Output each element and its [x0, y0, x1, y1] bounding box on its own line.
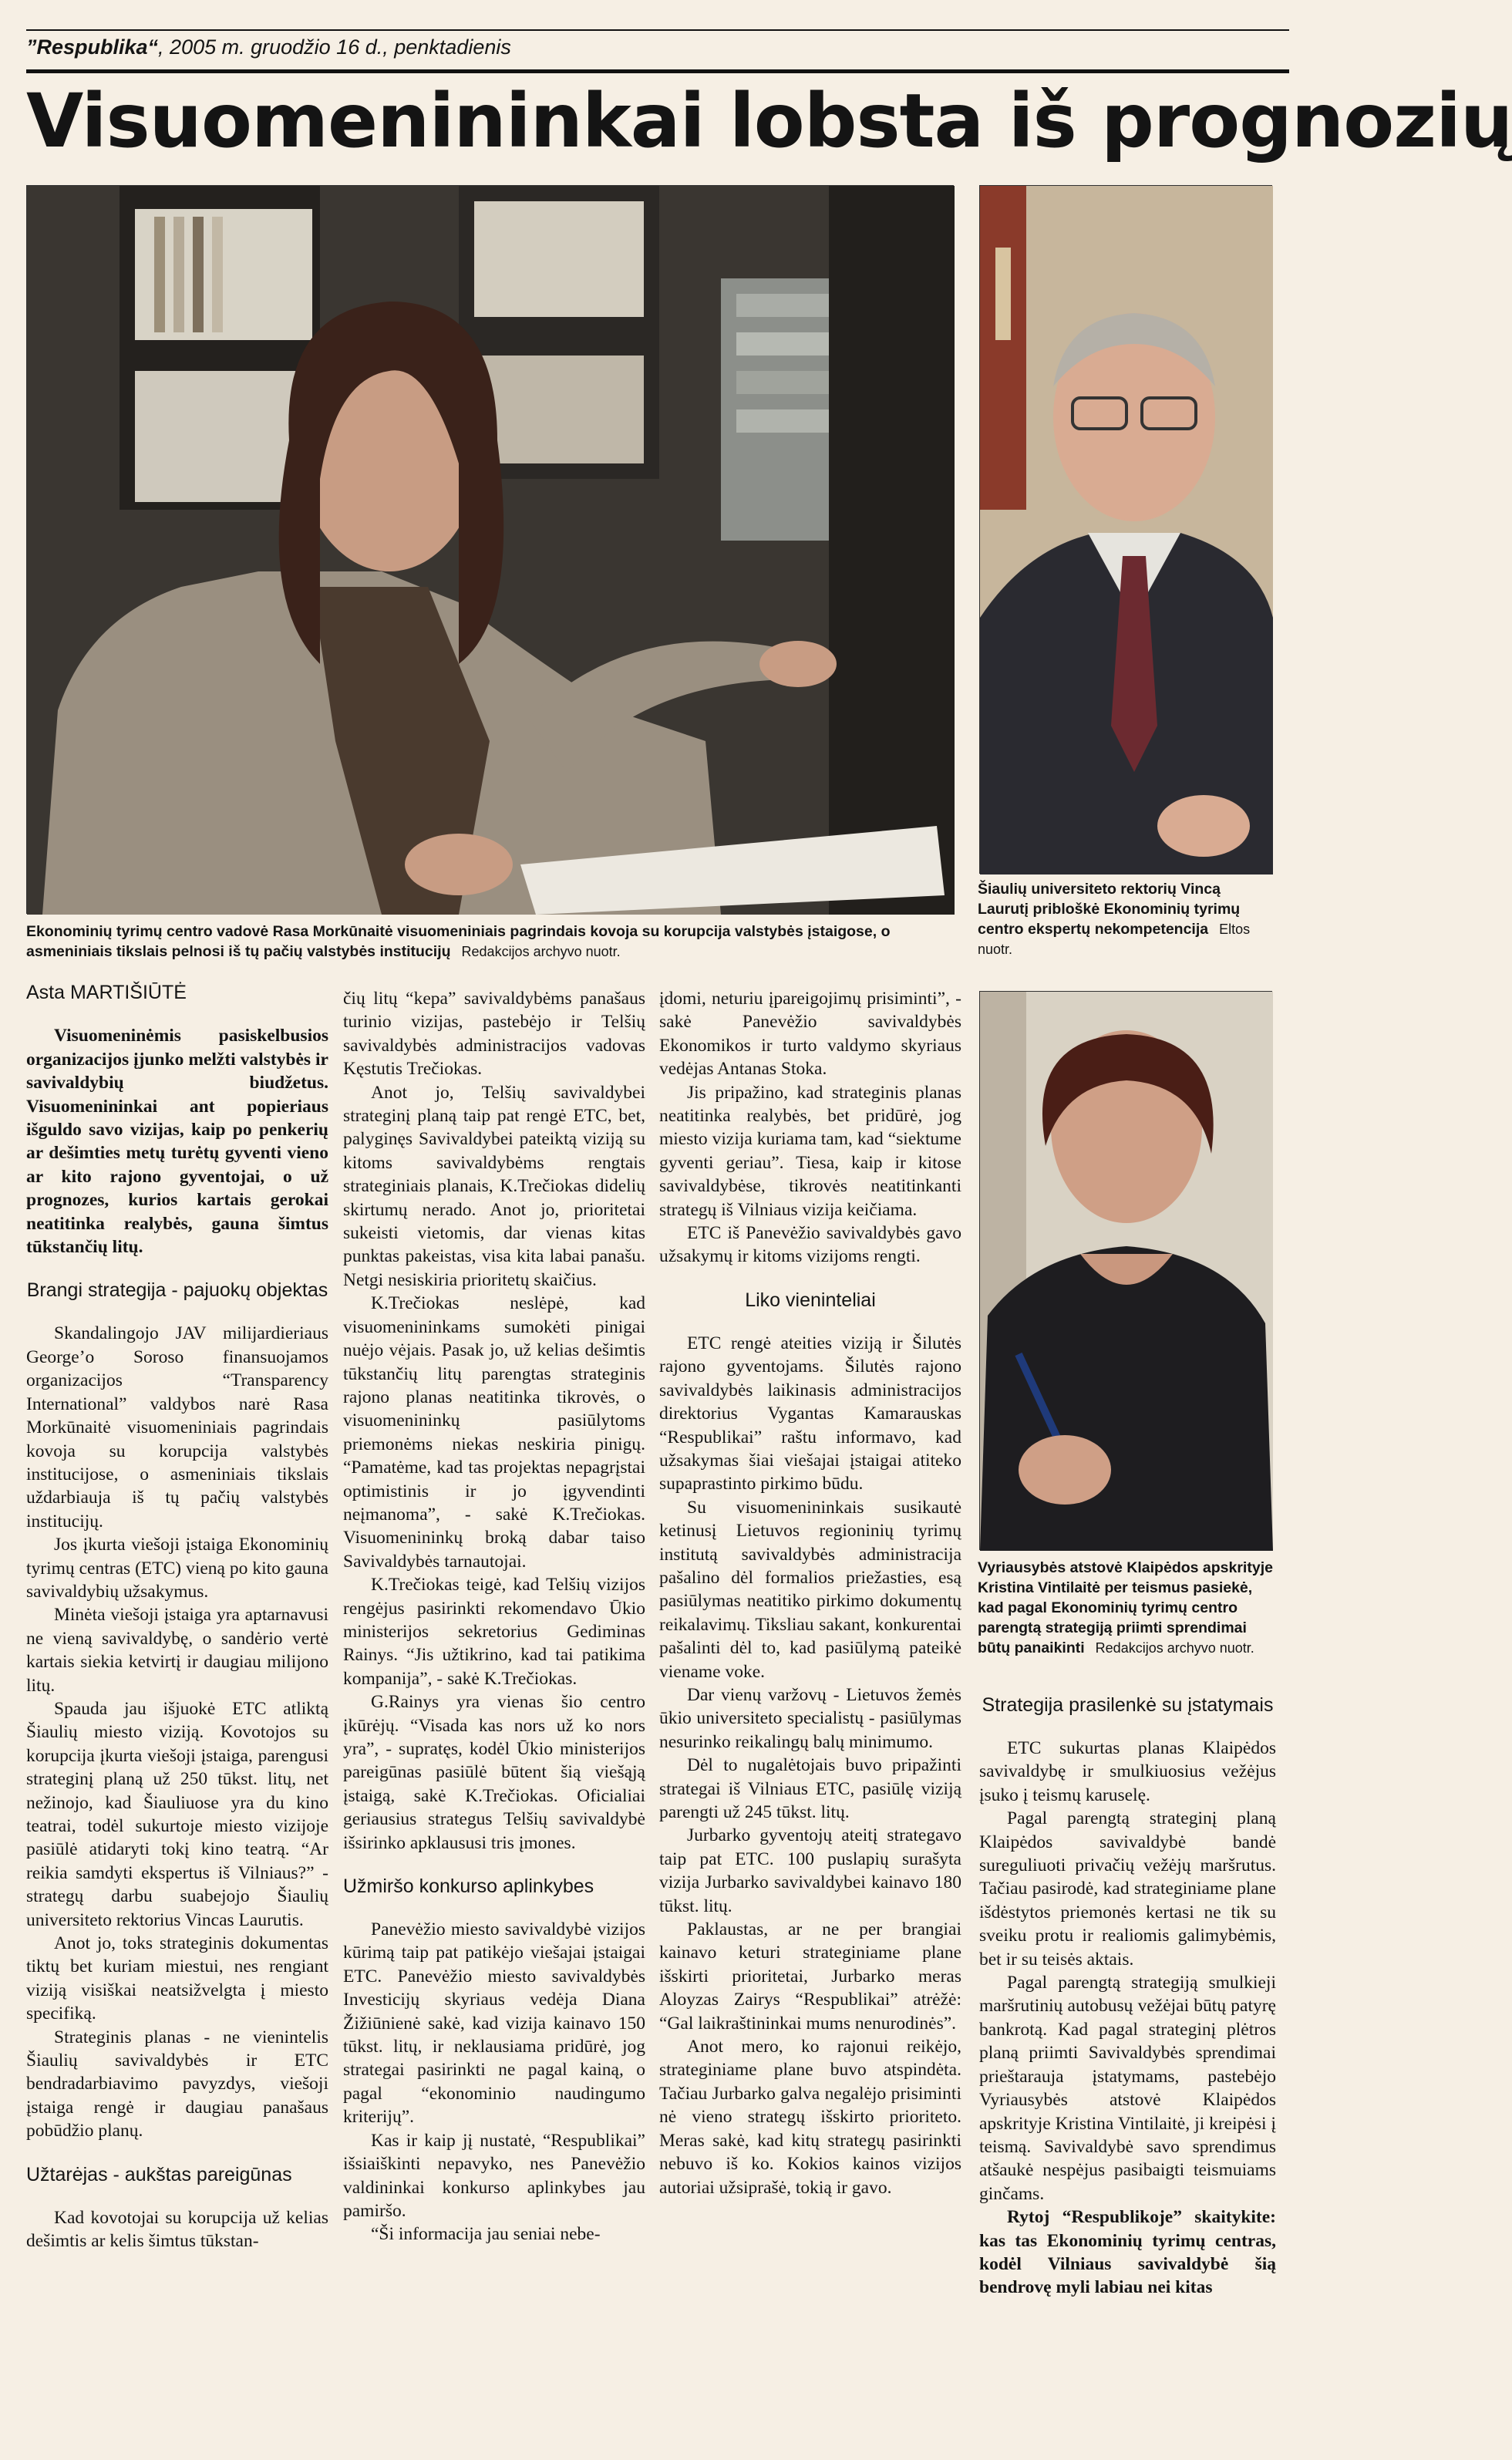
article-column-2: [343, 987, 645, 2452]
body-paragraph: Kas ir kaip jį nustatė, “Respublikai” išsiaiškinti nepavyko, nes Panevėžio valdininkai konkurso aplinkybes jau pamiršo.: [343, 2130, 645, 2221]
body-paragraph: Anot jo, Telšių savivaldybei strateginį planą taip pat rengė ETC, bet, palyginęs Savivaldybei pateiktą viziją su kitoms savivaldybėms rengtais strateginiais planais, K.Trečiokas didelių skirtumų nerado. Anot jo, prioritetai sukeisti vietomis, dar vienas kitas punktas pakeistas, visa kita labai panašu. Netgi nesiskiria prioritetų skaičius.: [343, 1082, 645, 1290]
main-photo-caption: [26, 922, 959, 962]
body-paragraph: K.Trečiokas teigė, kad Telšių vizijos rengėjus pasirinkti rekomendavo Ūkio ministerijos sekretorius Gediminas Rainys. “Jis užtikrino, kad tai patikima kompanija”, - sakė K.Trečiokas.: [343, 1575, 645, 1689]
right-top-caption: [978, 879, 1275, 959]
body-paragraph: Panevėžio miesto savivaldybė vizijos kūrimą taip pat patikėjo viešajai įstaigai ETC. Panevėžio miesto savivaldybės Investicijų skyriaus vedėja Diana Žižiūnienė sakė, kad vizija kainavo 150 tūkst. litų, ir neklausiama pridūrė, jog strategai pasirinkti ne pagal kainą, o pagal “ekonominio naudingumo kriterijų”.: [343, 1919, 645, 2128]
body-paragraph: Spauda jau išjuokė ETC atliktą Šiaulių miesto viziją. Kovotojos su korupcija įkurta viešoji įstaiga, parengusi strateginį planą už 250 tūkst. litų, net nežinojo, kad Šiauliuose yra du kino teatrai, todėl sukurtoje miesto vizijoje pasiūlė atidaryti tokį kino teatrą. “Ar reikia samdyti ekspertus iš Vilniaus?” - strategų darbu suabejojo Šiaulių universiteto rektorius Vincas Laurutis.: [26, 1698, 328, 1930]
right-top-caption-text: Šiaulių universiteto rektorių Vincą Laurutį pribloškė Ekonominių tyrimų centro ekspertų nekompetencija: [978, 881, 1241, 938]
article-column-4: [979, 1673, 1276, 2452]
woman-portrait-image: [27, 186, 955, 915]
body-paragraph: Su visuomenininkais susikautė ketinusį Lietuvos regioninių tyrimų institutą savivaldybės administracija pašalino dėl formalios priežasties, esą pasiūlymas neatitiko pirkimo dokumentų reikalavimų. Tiksliau sakant, konkurentai pašalinti dėl to, kad pasiūlymą pateikė viename voke.: [659, 1497, 961, 1682]
headline: Visuomenininkai lobsta iš prognozių: [26, 78, 1512, 164]
column-3-body: [659, 987, 961, 2199]
column-2-body: [343, 987, 645, 2246]
body-paragraph: Paklaustas, ar ne per brangiai kainavo keturi strateginiame plane išskirti prioritetai, Jurbarko meras Aloyzas Zairys “Respublikai” atrėžė: “Gal laikraštininkai mums nenurodinės”.: [659, 1919, 961, 2034]
masthead-bottom-rule: [26, 69, 1289, 73]
body-paragraph: Dėl to nugalėtojais buvo pripažinti strategai iš Vilniaus ETC, pasiūlę viziją parengti už 245 tūkst. litų.: [659, 1755, 961, 1822]
subheading: Brangi strategija - pajuokų objektas: [26, 1279, 328, 1302]
body-paragraph: Pagal parengtą strategiją smulkieji maršrutinių autobusų vežėjai būtų patyrę bankrotą. Kad pagal strateginį plėtros planą priimti Savivaldybės sprendimai prieštarauja įstatymams, pastebėjo Vyriausybės atstovė Klaipėdos apskrityje Kristina Vintilaitė, ji kreipėsi į teismą. Savivaldybė savo sprendimus atšaukė nespėjus pasibaigti teismuiams ginčams.: [979, 1973, 1276, 2204]
body-paragraph: įdomi, neturiu įpareigojimų prisiminti”, - sakė Panevėžio savivaldybės Ekonomikos ir turto valdymo skyriaus vedėjas Antanas Stoka.: [659, 989, 961, 1080]
body-paragraph: Dar vienų varžovų - Lietuvos žemės ūkio universiteto specialistų - pasiūlymas nesurinko reikalingų balų minimumo.: [659, 1684, 961, 1752]
subheading: Strategija prasilenkė su įstatymais: [982, 1694, 1274, 1716]
teaser-paragraph: Rytoj “Respublikoje” skaitykite: kas tas Ekonominių tyrimų centras, kodėl Vilniaus savivaldybė šią bendrovę myli labiau nei kitas: [979, 2207, 1276, 2298]
article-column-3: [659, 987, 961, 2452]
right-mid-caption-text: Vyriausybės atstovė Klaipėdos apskrityje Kristina Vintilaitė per teismus pasiekė, kad pagal Ekonominių tyrimų centro parengtą strategiją priimti sprendimai būtų panaikinti: [978, 1559, 1273, 1656]
paper-name: ”Respublika“: [26, 35, 159, 59]
body-paragraph: Jos įkurta viešoji įstaiga Ekonominių tyrimų centras (ETC) vieną po kito gauna savivaldybių užsakymus.: [26, 1535, 328, 1602]
subheading: Užtarėjas - aukštas pareigūnas: [26, 2163, 292, 2185]
article-lead: Visuomeninėmis pasiskelbusios organizacijos įjunko melžti valstybės ir savivaldybių biudžetus. Visuomenininkai ant popieriaus išguldo savo vizijas, kaip po penkerių ar dešimties metų turėtų gyventi vieno ar kito rajono gyventojai, o už prognozes, kurios kartais gerokai neatitinka realybės, gauna šimtus tūkstančių litų.: [26, 1026, 328, 1258]
main-photo: [26, 185, 954, 914]
body-paragraph: Skandalingojo JAV milijardieriaus George’o Soroso finansuojamos organizacijos “Transparency International” valdybos narė Rasa Morkūnaitė visuomeniniais pagrindais kovoja su korupcija valstybės institucijose, o asmeniniais tikslais uždarbiauja iš tų pačių valstybės institucijų.: [26, 1323, 328, 1532]
body-paragraph: Kad kovotojai su korupcija už kelias dešimtis ar kelis šimtus tūkstan-: [26, 2207, 328, 2252]
body-paragraph: čių litų “kepa” savivaldybėms panašaus turinio vizijas, pastebėjo ir Telšių savivaldybės administracijos vadovas Kęstutis Trečiokas.: [343, 989, 645, 1080]
body-paragraph: Anot jo, toks strateginis dokumentas tiktų bet kuriam miestui, nes rengiant viziją visiškai neatsižvelgta į miesto specifiką.: [26, 1933, 328, 2024]
body-paragraph: Minėta viešoji įstaiga yra aptarnavusi ne vieną savivaldybę, o sandėrio vertė kartais siekia ketvirtį ir daugiau milijono litų.: [26, 1605, 328, 1696]
body-paragraph: Anot mero, ko rajonui reikėjo, strateginiame plane buvo atspindėta. Tačiau Jurbarko galva negalėjo prisiminti nė vieno strategų išskirto prioriteto. Meras sakė, kad kitų strategų pasirinkti nebuvo iš ko. Kokios kainos vizijos autoriai užsiprašė, tokią ir gavo.: [659, 2037, 961, 2198]
man-portrait-image: [980, 186, 1273, 874]
woman-speaker-portrait-image: [980, 992, 1273, 1551]
right-mid-photo: [979, 991, 1272, 1550]
subheading: Užmiršo konkurso aplinkybes: [343, 1875, 594, 1898]
body-paragraph: ETC iš Panevėžio savivaldybės gavo užsakymų ir kitoms vizijoms rengti.: [659, 1223, 961, 1267]
body-paragraph: K.Trečiokas neslėpė, kad visuomenininkams sumokėti pinigai nuėjo vėjais. Pasak jo, už kelias dešimtis tūkstančių litų parengtas strateginis rajono planas neatitinka tikrovės, o visuomenininkų pasiūlytoms priemonėms niekas neskiria pinigų. “Pamatėme, kad tas projektas nepagrįstai optimistinis ir jo įgyvendinti neįmanoma”, - sakė K.Trečiokas. Visuomenininkų broką dabar taiso Savivaldybės tarnautojai.: [343, 1293, 645, 1572]
right-top-photo: [979, 185, 1272, 874]
body-paragraph: “Ši informacija jau seniai nebe-: [371, 2224, 601, 2245]
main-photo-caption-text: Ekonominių tyrimų centro vadovė Rasa Morkūnaitė visuomeniniais pagrindais kovoja su korupcija valstybės įstaigose, o asmeniniais tikslais pelnosi iš tų pačių valstybės institucijų: [26, 923, 891, 960]
main-photo-credit: Redakcijos archyvo nuotr.: [461, 944, 621, 959]
body-paragraph: Jis pripažino, kad strateginis planas neatitinka realybės, bet pridūrė, jog miesto vizija kuriama tam, kad “siektume gyventi geriau”. Tiesa, kaip ir kitose savivaldybėse, tikrovės neatitinkanti strategų iš Vilniaus vizija keičiama.: [659, 1082, 961, 1220]
masthead-top-rule: [26, 29, 1289, 31]
body-paragraph: Strateginis planas - ne vienintelis Šiaulių savivaldybės ir ETC bendradarbiavimo pavyzdys, viešoji įstaiga rengė ir daugiau panašaus pobūdžio planų.: [26, 2027, 328, 2142]
body-paragraph: ETC rengė ateities viziją ir Šilutės rajono gyventojams. Šilutės rajono savivaldybės laikinasis administracijos direktorius Vygantas Kamarauskas “Respublikai” raštu informavo, kad užsakymas šiai viešajai įstaigai atiteko supaprastinto pirkimo būdu.: [659, 1333, 961, 1495]
masthead: [26, 35, 511, 59]
body-paragraph: Jurbarko gyventojų ateitį strategavo taip pat ETC. 100 puslapių surašyta vizija Jurbarko savivaldybei kainavo 180 tūkst. litų.: [659, 1825, 961, 1916]
body-paragraph: G.Rainys yra vienas šio centro įkūrėjų. “Visada kas nors už ko nors yra”, - supratęs, kodėl Ūkio ministerijos pareigūnas pasiūlė būtent šią viešąją įstaigą, sakė K.Trečiokas. Oficialiai geriausius strategus Telšių savivaldybė išsirinko apklaususi tris įmones.: [343, 1692, 645, 1853]
article-column-1: [26, 981, 328, 2446]
author-byline: Asta MARTIŠIŪTĖ: [26, 982, 187, 1003]
right-top-credit: Eltos nuotr.: [978, 922, 1251, 957]
issue-date: , 2005 m. gruodžio 16 d., penktadienis: [158, 35, 511, 59]
body-paragraph: Pagal parengtą strateginį planą Klaipėdos savivaldybė bandė sureguliuoti privačių vežėjų maršrutus. Tačiau pasirodė, kad strateginiame plane išdėstytos priemonės kertasi ne tik su sveiku protu ir realiomis galimybėmis, bet ir su teisės aktais.: [979, 1808, 1276, 1970]
column-4-body: [979, 1693, 1276, 2300]
column-1-body: [26, 1279, 328, 2253]
subheading: Liko vieninteliai: [745, 1289, 876, 1311]
right-mid-caption: [978, 1558, 1275, 1658]
right-mid-credit: Redakcijos archyvo nuotr.: [1095, 1640, 1254, 1656]
body-paragraph: ETC sukurtas planas Klaipėdos savivaldybę ir smulkiuosius vežėjus įsuko į teismų karuselę.: [979, 1738, 1276, 1805]
